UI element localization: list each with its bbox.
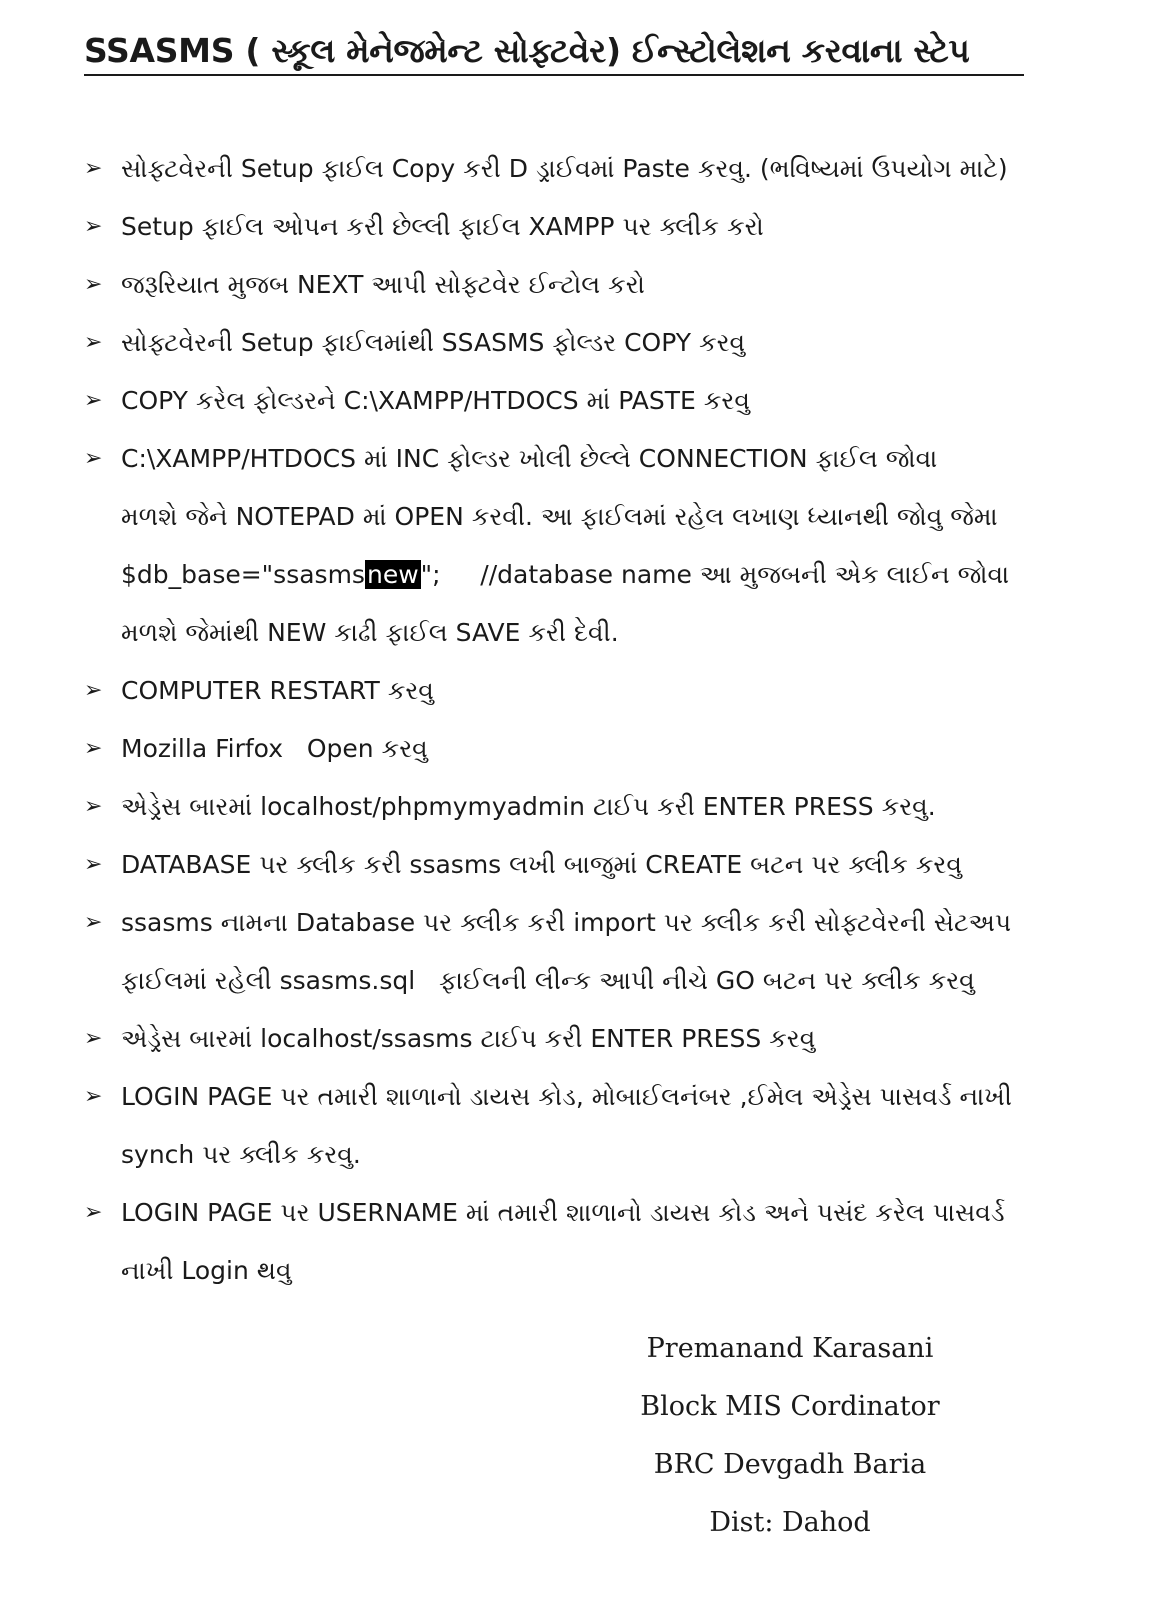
step-text: COMPUTER RESTART કરવુ [121, 676, 434, 705]
step-text-inline: આ મુજબની એક લાઈન જોવા [691, 560, 1010, 589]
arrow-bullet-icon: ➢ [84, 388, 103, 413]
installation-steps-list [76, 140, 1036, 1300]
arrow-bullet-icon: ➢ [84, 214, 103, 239]
list-item [76, 1184, 1036, 1300]
list-item [76, 198, 1036, 256]
step-text: Setup ફાઈલ ઓપન કરી છેલ્લી ફાઈલ XAMPP પર ક્લીક કરો [121, 212, 764, 241]
signatory-designation: Block MIS Cordinator [640, 1391, 940, 1422]
signatory-district: Dist: Dahod [709, 1507, 871, 1538]
step-text-line: C:\XAMPP/HTDOCS માં INC ફોલ્ડર ખોલી છેલ્લે CONNECTION ફાઈલ જોવા [121, 444, 938, 473]
step-text: એડ્રેસ બારમાં localhost/phpmymyadmin ટાઈપ કરી ENTER PRESS કરવુ. [121, 792, 936, 821]
list-item [76, 662, 1036, 720]
list-item [76, 256, 1036, 314]
arrow-bullet-icon: ➢ [84, 794, 103, 819]
arrow-bullet-icon: ➢ [84, 1200, 103, 1225]
step-text: સોફ્ટવેરની Setup ફાઈલ Copy કરી D ડ્રાઈવમાં Paste કરવુ. (ભવિષ્યમાં ઉપયોગ માટે) [121, 154, 1008, 183]
signatory-office: BRC Devgadh Baria [653, 1449, 927, 1480]
arrow-bullet-icon: ➢ [84, 678, 103, 703]
arrow-bullet-icon: ➢ [84, 156, 103, 181]
list-item [76, 372, 1036, 430]
list-item [76, 430, 1036, 662]
step-text-line: LOGIN PAGE પર તમારી શાળાનો ડાયસ કોડ, મોબાઈલનંબર ,ઈમેલ એડ્રેસ પાસવર્ડ નાખી [121, 1082, 1012, 1111]
arrow-bullet-icon: ➢ [84, 910, 103, 935]
arrow-bullet-icon: ➢ [84, 446, 103, 471]
code-prefix: $db_base="ssasms [121, 560, 365, 589]
step-text: એડ્રેસ બારમાં localhost/ssasms ટાઈપ કરી ENTER PRESS કરવુ [121, 1024, 816, 1053]
step-text: COPY કરેલ ફોલ્ડરને C:\XAMPP/HTDOCS માં PASTE કરવુ [121, 386, 750, 415]
step-text: DATABASE પર ક્લીક કરી ssasms લખી બાજુમાં CREATE બટન પર ક્લીક કરવુ [121, 850, 962, 879]
arrow-bullet-icon: ➢ [84, 1026, 103, 1051]
list-item [76, 140, 1036, 198]
step-text-line: ssasms નામના Database પર ક્લીક કરી import પર ક્લીક કરી સોફ્ટવેરની સેટઅપ [121, 908, 1012, 937]
list-item [76, 314, 1036, 372]
step-text-line: મળશે જેને NOTEPAD માં OPEN કરવી. આ ફાઈલમાં રહેલ લખાણ ધ્યાનથી જોવુ જેમા [121, 502, 998, 531]
code-suffix: "; //database name [420, 560, 692, 589]
step-text: Mozilla Firfox Open કરવુ [121, 734, 428, 763]
step-text: સોફ્ટવેરની Setup ફાઈલમાંથી SSASMS ફોલ્ડર COPY કરવુ [121, 328, 746, 357]
step-text-line: LOGIN PAGE પર USERNAME માં તમારી શાળાનો ડાયસ કોડ અને પસંદ કરેલ પાસવર્ડ [121, 1198, 1005, 1227]
step-text: જરૂરિયાત મુજબ NEXT આપી સોફ્ટવેર ઈન્ટોલ કરો [121, 270, 645, 299]
list-item [76, 894, 1036, 1010]
signature-block [630, 1320, 950, 1552]
arrow-bullet-icon: ➢ [84, 852, 103, 877]
list-item [76, 720, 1036, 778]
arrow-bullet-icon: ➢ [84, 1084, 103, 1109]
arrow-bullet-icon: ➢ [84, 272, 103, 297]
step-text-line: synch પર ક્લીક કરવુ. [121, 1140, 361, 1169]
step-text-line: નાખી Login થવુ [121, 1256, 292, 1285]
highlighted-code-word: new [366, 560, 419, 589]
step-text-line: મળશે જેમાંથી NEW કાઢી ફાઈલ SAVE કરી દેવી. [121, 618, 619, 647]
config-code-line [121, 546, 1036, 604]
step-text-line: ફાઈલમાં રહેલી ssasms.sql ફાઈલની લીન્ક આપી નીચે GO બટન પર ક્લીક કરવુ [121, 966, 975, 995]
page-title: SSASMS ( સ્કૂલ મેનેજમેન્ટ સોફ્ટવેર) ઈન્સ્ટોલેશન કરવાના સ્ટેપ [84, 30, 1024, 76]
arrow-bullet-icon: ➢ [84, 330, 103, 355]
list-item [76, 1068, 1036, 1184]
signatory-name: Premanand Karasani [646, 1333, 934, 1364]
list-item [76, 1010, 1036, 1068]
list-item [76, 778, 1036, 836]
arrow-bullet-icon: ➢ [84, 736, 103, 761]
list-item [76, 836, 1036, 894]
